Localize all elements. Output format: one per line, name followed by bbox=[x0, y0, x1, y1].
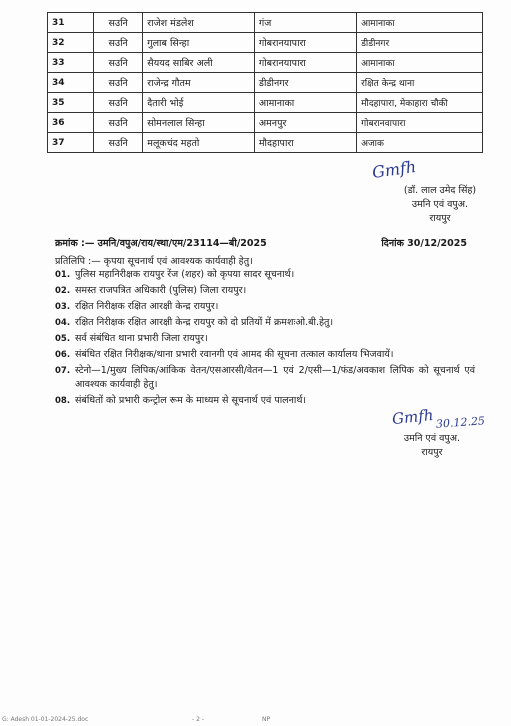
copy-item-text: समस्त राजपत्रित अधिकारी (पुलिस) जिला रायपुर। bbox=[75, 285, 247, 296]
signature-scribble: Gmfh bbox=[370, 157, 418, 182]
signature-date: 30.12.25 bbox=[435, 414, 486, 431]
footer-page-number: - 2 - bbox=[192, 716, 204, 723]
copy-item bbox=[55, 300, 475, 314]
roster-body bbox=[48, 13, 483, 153]
name-cell: गुलाब सिन्हा bbox=[143, 33, 255, 53]
table-row bbox=[48, 13, 483, 33]
serial-number-cell: 32 bbox=[48, 33, 94, 53]
signatory-place: रायपुर bbox=[429, 213, 451, 224]
serial-number-cell: 33 bbox=[48, 53, 94, 73]
name-cell: राजेन्द्र गौतम bbox=[143, 73, 255, 93]
signatory-designation-2: उमनि एवं वपुअ. bbox=[403, 433, 461, 444]
order-number: क्रमांक :— उमनि/वपुअ/राय/स्था/एम/23114—बी/2025 bbox=[55, 238, 267, 249]
footer-file-path: G: Adesh 01-01-2024-25.doc bbox=[2, 716, 89, 723]
transfer-roster-table bbox=[47, 12, 483, 153]
to-station-cell: मौदहापारा, मेकाहारा चौकी bbox=[357, 93, 483, 113]
from-station-cell: मौदहापारा bbox=[254, 133, 356, 153]
rank-cell: सउनि bbox=[94, 133, 143, 153]
copy-item-number: 06. bbox=[55, 350, 71, 360]
from-station-cell: गंज bbox=[254, 13, 356, 33]
to-station-cell: आमानाका bbox=[357, 53, 483, 73]
copy-item bbox=[55, 332, 475, 346]
copy-item bbox=[55, 316, 475, 330]
table-row bbox=[48, 33, 483, 53]
copy-item-number: 01. bbox=[55, 270, 71, 280]
copy-heading: प्रतिलिपि :— कृपया सूचनार्थ एवं आवश्यक कार्यवाही हेतु। bbox=[55, 256, 253, 267]
name-cell: सोमनलाल सिन्हा bbox=[143, 113, 255, 133]
copy-item bbox=[55, 348, 475, 362]
to-station-cell: रक्षित केन्द्र थाना bbox=[357, 73, 483, 93]
copy-list bbox=[55, 268, 475, 410]
order-date: दिनांक 30/12/2025 bbox=[381, 238, 467, 249]
serial-number-cell: 31 bbox=[48, 13, 94, 33]
copy-item-text: स्टेनो—1/मुख्य लिपिक/आंकिक वेतन/एसआरसी/वेतन—1 एवं 2/एसी—1/फंड/अवकाश लिपिक को सूचनार्थ एवं आवश्यक कार्यवाही हेतु। bbox=[75, 365, 475, 390]
name-cell: सैययद साबिर अली bbox=[143, 53, 255, 73]
rank-cell: सउनि bbox=[94, 33, 143, 53]
copy-item bbox=[55, 284, 475, 298]
to-station-cell: आमानाका bbox=[357, 13, 483, 33]
copy-item-text: पुलिस महानिरीक्षक रायपुर रेंज (शहर) को कृपया सादर सूचनार्थ। bbox=[75, 269, 295, 280]
name-cell: दैतारी भोई bbox=[143, 93, 255, 113]
from-station-cell: अमनपुर bbox=[254, 113, 356, 133]
copy-item-text: रक्षित निरीक्षक रक्षित आरक्षी केन्द्र रायपुर को दो प्रतियों में क्रमशःओ.बी.हेतु। bbox=[75, 317, 334, 328]
to-station-cell: अजाक bbox=[357, 133, 483, 153]
from-station-cell: डीडीनगर bbox=[254, 73, 356, 93]
copy-item bbox=[55, 364, 475, 392]
copy-item-number: 05. bbox=[55, 334, 71, 344]
serial-number-cell: 37 bbox=[48, 133, 94, 153]
from-station-cell: आमानाका bbox=[254, 93, 356, 113]
rank-cell: सउनि bbox=[94, 93, 143, 113]
rank-cell: सउनि bbox=[94, 113, 143, 133]
table-row bbox=[48, 93, 483, 113]
signatory-name: (डॉ. लाल उमेद सिंह) bbox=[403, 185, 477, 196]
table-row bbox=[48, 53, 483, 73]
signature-scribble-2: Gmfh bbox=[391, 405, 435, 429]
name-cell: राजेश मंडलेश bbox=[143, 13, 255, 33]
copy-item-number: 08. bbox=[55, 396, 71, 406]
copy-item bbox=[55, 268, 475, 282]
serial-number-cell: 35 bbox=[48, 93, 94, 113]
to-station-cell: डीडीनगर bbox=[357, 33, 483, 53]
signatory-block-2 bbox=[372, 432, 492, 460]
copy-item-text: संबंधितों को प्रभारी कन्ट्रोल रूम के माध्यम से सूचनार्थ एवं पालनार्थ। bbox=[75, 395, 307, 406]
table-row bbox=[48, 133, 483, 153]
rank-cell: सउनि bbox=[94, 53, 143, 73]
copy-item-text: सर्व संबंधित थाना प्रभारी जिला रायपुर। bbox=[75, 333, 208, 344]
order-number-line bbox=[55, 236, 467, 249]
copy-item-text: रक्षित निरीक्षक रक्षित आरक्षी केन्द्र रायपुर। bbox=[75, 301, 219, 312]
from-station-cell: गोबरानयापारा bbox=[254, 33, 356, 53]
serial-number-cell: 36 bbox=[48, 113, 94, 133]
rank-cell: सउनि bbox=[94, 73, 143, 93]
copy-item-number: 07. bbox=[55, 366, 71, 376]
table-row bbox=[48, 113, 483, 133]
copy-item-number: 02. bbox=[55, 286, 71, 296]
signatory-place-2: रायपुर bbox=[421, 447, 443, 458]
to-station-cell: गोबरानवापारा bbox=[357, 113, 483, 133]
signatory-block bbox=[375, 184, 505, 226]
footer-initials: NP bbox=[262, 716, 271, 723]
signatory-designation: उमनि एवं वपुअ. bbox=[411, 199, 469, 210]
table-row bbox=[48, 73, 483, 93]
rank-cell: सउनि bbox=[94, 13, 143, 33]
copy-item-text: संबंधित रक्षित निरीक्षक/थाना प्रभारी रवानगी एवं आमद की सूचना तत्काल कार्यालय भिजवायें। bbox=[75, 349, 394, 360]
copy-item-number: 03. bbox=[55, 302, 71, 312]
copy-item-number: 04. bbox=[55, 318, 71, 328]
name-cell: मलूकचंद महतो bbox=[143, 133, 255, 153]
serial-number-cell: 34 bbox=[48, 73, 94, 93]
copy-item bbox=[55, 394, 475, 408]
from-station-cell: गोबरानयापारा bbox=[254, 53, 356, 73]
